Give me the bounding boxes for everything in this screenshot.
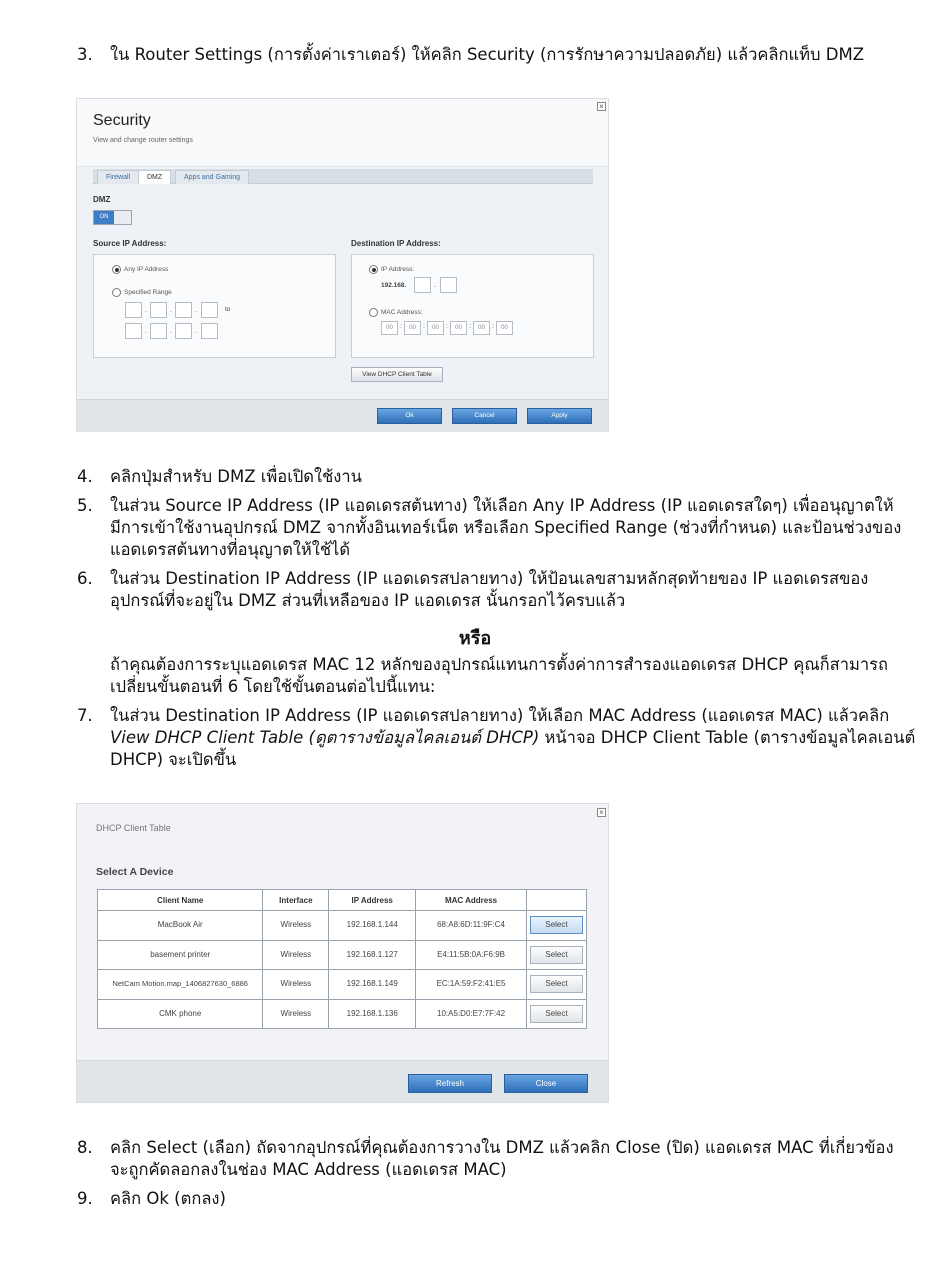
client-name: NetCam Motion.map_1406827630_6886 (98, 970, 263, 1000)
range-start-octet-2[interactable] (150, 302, 167, 318)
column-header: Client Name (98, 890, 263, 911)
step-number: 5. (77, 496, 93, 515)
mac-octet-1[interactable]: 00 (381, 321, 398, 335)
step-number: 7. (77, 706, 93, 725)
client-interface: Wireless (263, 940, 329, 970)
step-7 (77, 705, 939, 771)
mac-octet-6[interactable]: 00 (496, 321, 513, 335)
close-icon[interactable]: × (597, 102, 606, 111)
security-subtitle: View and change router settings (93, 137, 193, 144)
table-header-row (98, 890, 587, 911)
column-header: MAC Address (416, 890, 527, 911)
step-text: คลิก Ok (ตกลง) (110, 1189, 226, 1208)
select-button[interactable]: Select (530, 975, 583, 993)
dhcp-title: DHCP Client Table (96, 823, 171, 833)
source-ip-label: Source IP Address: (93, 239, 167, 248)
select-button[interactable]: Select (530, 916, 583, 934)
client-name: basement printer (98, 940, 263, 970)
step-text-rest: หน้าจอ DHCP Client Table (ตารางข้อมูลไคลเอนต์ (539, 728, 916, 747)
ip-octet-3[interactable] (414, 277, 431, 293)
source-ip-group: Any IP Address Specified Range . . . to . . . (93, 254, 336, 358)
client-interface: Wireless (263, 999, 329, 1029)
step-6 (77, 568, 939, 612)
step-text-line: มีการเข้าใช้งานอุปกรณ์ DMZ จากทั้งอินเทอร์เน็ต หรือเลือก Specified Range (ช่วงที่กำหนด) และป้อนช่วงของ (110, 518, 902, 537)
step-8 (77, 1137, 939, 1181)
dmz-toggle[interactable] (93, 210, 132, 225)
column-header-empty (526, 890, 586, 911)
tab-apps-and-gaming[interactable]: Apps and Gaming (175, 170, 249, 184)
step-number: 8. (77, 1138, 93, 1157)
destination-ip-group: IP Address: 192.168. . MAC Address: 00 : 00 : 00 : 00 : 00 : 00 (351, 254, 594, 358)
client-mac: 10:A5:D0:E7:7F:42 (416, 999, 527, 1029)
range-end-octet-1[interactable] (125, 323, 142, 339)
paragraph-line: เปลี่ยนขั้นตอนที่ 6 โดยใช้ขั้นตอนต่อไปนี้แทน: (110, 677, 436, 696)
range-end-octet-2[interactable] (150, 323, 167, 339)
dmz-label: DMZ (93, 195, 111, 204)
specified-range-radio[interactable]: Specified Range (112, 288, 172, 297)
select-button[interactable]: Select (530, 1005, 583, 1023)
select-button[interactable]: Select (530, 946, 583, 964)
apply-button[interactable]: Apply (527, 408, 592, 424)
step-text-line: DHCP) จะเปิดขึ้น (110, 750, 237, 769)
range-start-octet-3[interactable] (175, 302, 192, 318)
ip-octet-4[interactable] (440, 277, 457, 293)
dhcp-client-table (97, 889, 587, 1029)
security-footer (77, 399, 608, 432)
range-end-octet-4[interactable] (201, 323, 218, 339)
client-name: CMK phone (98, 999, 263, 1029)
step-text-line (110, 727, 939, 749)
view-dhcp-link-text: View DHCP Client Table (ดูตารางข้อมูลไคลเอนต์ DHCP) (110, 728, 540, 747)
column-header: Interface (263, 890, 329, 911)
client-ip: 192.168.1.127 (329, 940, 416, 970)
tab-firewall[interactable]: Firewall (97, 170, 139, 184)
range-end-octet-3[interactable] (175, 323, 192, 339)
refresh-button[interactable]: Refresh (408, 1074, 492, 1093)
client-ip: 192.168.1.136 (329, 999, 416, 1029)
close-button[interactable]: Close (504, 1074, 588, 1093)
view-dhcp-client-table-button[interactable]: View DHCP Client Table (351, 367, 443, 382)
tab-dmz[interactable]: DMZ (138, 170, 171, 184)
security-title: Security (93, 112, 151, 129)
client-mac: 68:A8:6D:11:9F:C4 (416, 911, 527, 941)
step-text-line: แอดเดรสต้นทางที่อนุญาตให้ใช้ได้ (110, 540, 351, 559)
step-text: คลิกปุ่มสำหรับ DMZ เพื่อเปิดใช้งาน (110, 467, 362, 486)
client-mac: EC:1A:59:F2:41:E5 (416, 970, 527, 1000)
security-header (77, 99, 608, 167)
security-tabs (93, 169, 593, 184)
client-interface: Wireless (263, 911, 329, 941)
step-text-line: ในส่วน Destination IP Address (IP แอดเดรสปลายทาง) ให้ป้อนเลขสามหลักสุดท้ายของ IP แอดเดรสของ (110, 569, 869, 588)
to-label: to (225, 306, 231, 313)
client-mac: E4:11:5B:0A:F6:9B (416, 940, 527, 970)
security-screenshot (76, 98, 609, 432)
step-text-line: ในส่วน Destination IP Address (IP แอดเดรสปลายทาง) ให้เลือก MAC Address (แอดเดรส MAC) แล้วคลิก (110, 706, 890, 725)
client-name: MacBook Air (98, 911, 263, 941)
step-5 (77, 495, 939, 561)
table-row (98, 999, 587, 1029)
or-divider: หรือ (458, 628, 492, 649)
cancel-button[interactable]: Cancel (452, 408, 517, 424)
dhcp-subtitle: Select A Device (96, 866, 174, 878)
step-text: ใน Router Settings (การตั้งค่าเราเตอร์) ให้คลิก Security (การรักษาความปลอดภัย) แล้วคลิกแท็บ DMZ (110, 45, 865, 64)
table-row (98, 940, 587, 970)
client-ip: 192.168.1.149 (329, 970, 416, 1000)
range-start-octet-1[interactable] (125, 302, 142, 318)
range-start-octet-4[interactable] (201, 302, 218, 318)
mac-octet-4[interactable]: 00 (450, 321, 467, 335)
step-number: 6. (77, 569, 93, 588)
alternative-paragraph (110, 654, 940, 698)
mac-octet-3[interactable]: 00 (427, 321, 444, 335)
ip-prefix: 192.168. (381, 282, 407, 289)
toggle-on-label: ON (94, 211, 114, 224)
step-text-line: อุปกรณ์ที่จะอยู่ใน DMZ ส่วนที่เหลือของ IP แอดเดรส นั้นกรอกไว้ครบแล้ว (110, 591, 626, 610)
ok-button[interactable]: Ok (377, 408, 442, 424)
paragraph-line: ถ้าคุณต้องการระบุแอดเดรส MAC 12 หลักของอุปกรณ์แทนการตั้งค่าการสำรองแอดเดรส DHCP คุณก็สามารถ (110, 655, 888, 674)
step-text-line: จะถูกคัดลอกลงในช่อง MAC Address (แอดเดรส MAC) (110, 1160, 507, 1179)
mac-octet-5[interactable]: 00 (473, 321, 490, 335)
step-text-line: ในส่วน Source IP Address (IP แอดเดรสต้นทาง) ให้เลือก Any IP Address (IP แอดเดรสใดๆ) เพื่ออนุญาตให้ (110, 496, 894, 515)
client-ip: 192.168.1.144 (329, 911, 416, 941)
client-interface: Wireless (263, 970, 329, 1000)
dhcp-footer (77, 1060, 608, 1102)
table-row (98, 970, 587, 1000)
step-number: 9. (77, 1189, 93, 1208)
any-ip-radio[interactable]: Any IP Address (112, 265, 168, 274)
step-text-line: คลิก Select (เลือก) ถัดจากอุปกรณ์ที่คุณต้องการวางใน DMZ แล้วคลิก Close (ปิด) แอดเดรส MAC ที่เกี่ยวข้อง (110, 1138, 894, 1157)
step-number: 3. (77, 45, 93, 64)
mac-octet-2[interactable]: 00 (404, 321, 421, 335)
ip-address-radio[interactable]: IP Address: (369, 265, 414, 274)
dhcp-client-table-screenshot (76, 803, 609, 1103)
mac-address-radio[interactable]: MAC Address: (369, 308, 423, 317)
step-number: 4. (77, 467, 93, 486)
close-icon[interactable]: × (597, 808, 606, 817)
column-header: IP Address (329, 890, 416, 911)
destination-ip-label: Destination IP Address: (351, 239, 441, 248)
table-row (98, 911, 587, 941)
